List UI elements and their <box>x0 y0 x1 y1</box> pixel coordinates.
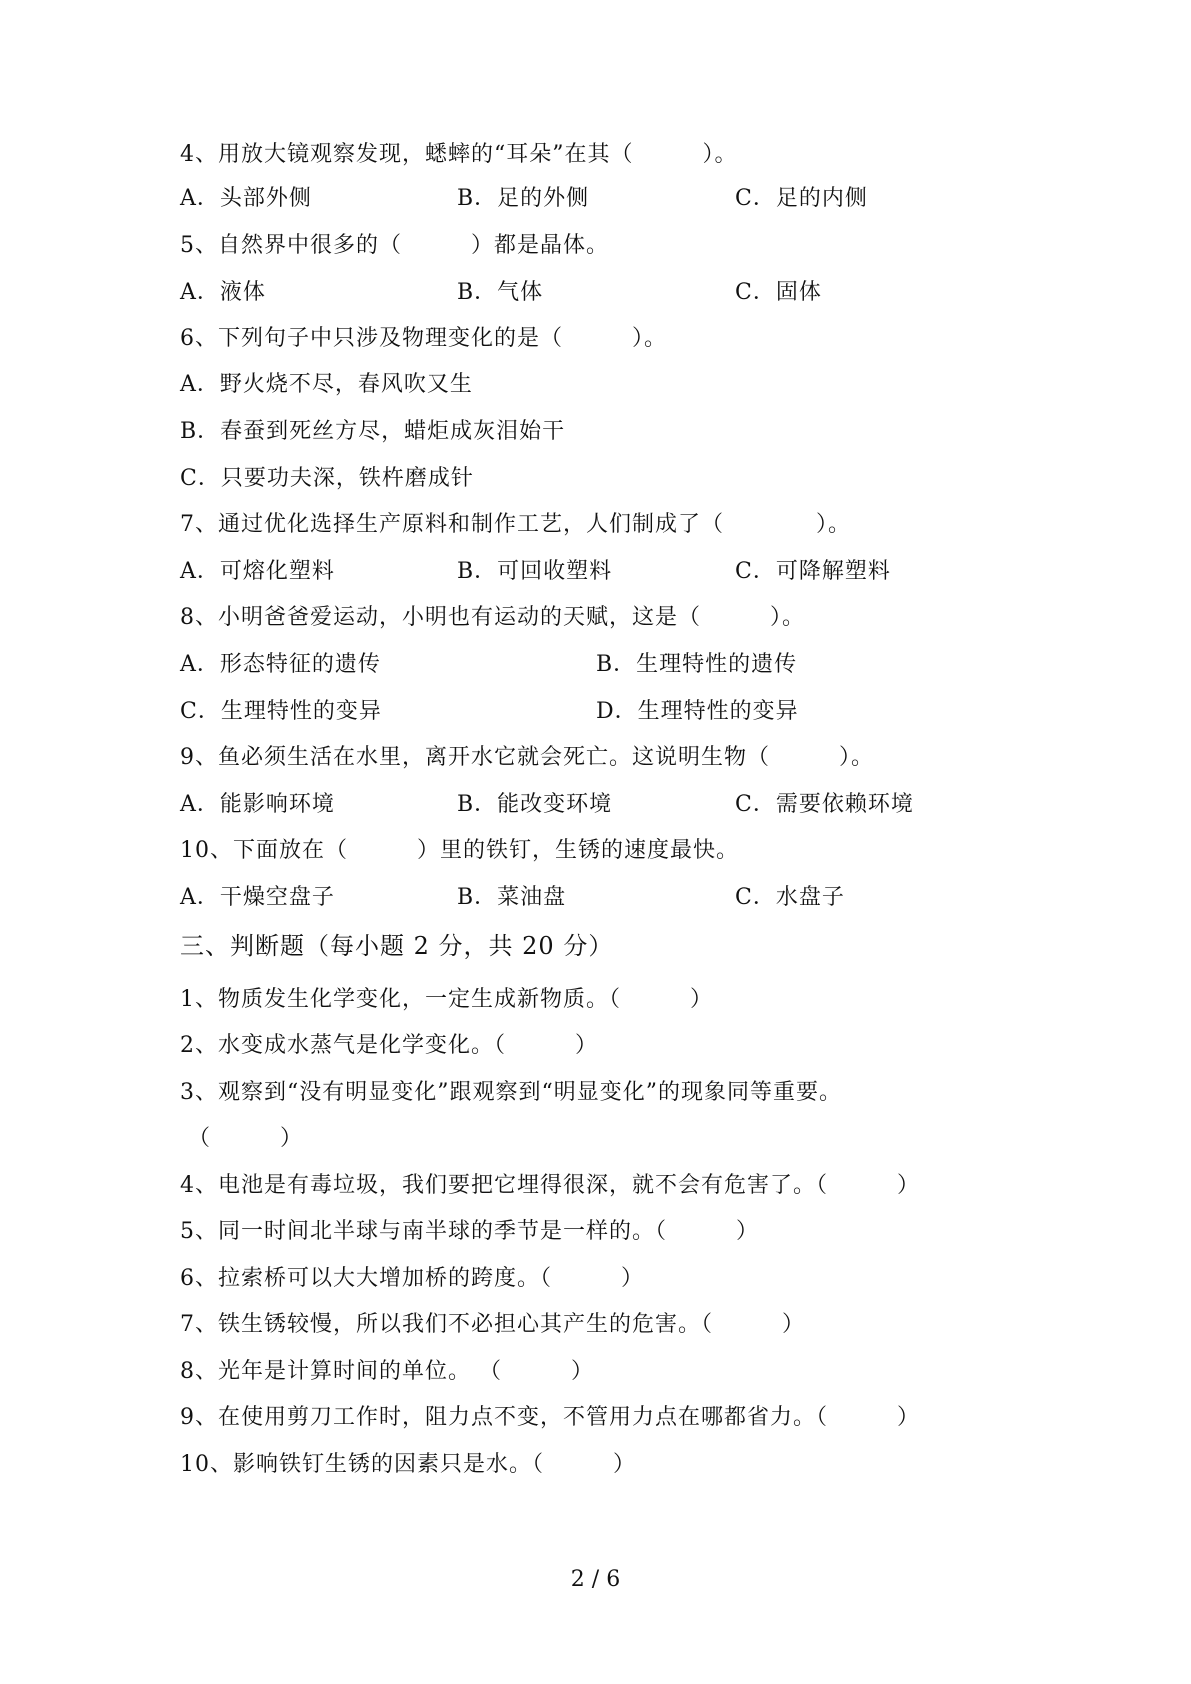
question-7: 7、通过优化选择生产原料和制作工艺，人们制成了（ ）。 <box>180 512 851 537</box>
question-4: 4、用放大镜观察发现，蟋蟀的“耳朵”在其（ ）。 <box>180 142 738 167</box>
q10-option-a: A．干燥空盘子 <box>180 885 335 910</box>
q4-option-c: C．足的内侧 <box>735 186 868 211</box>
q8-option-c: C．生理特性的变异 <box>180 699 382 724</box>
question-8: 8、小明爸爸爱运动，小明也有运动的天赋，这是（ ）。 <box>180 605 805 630</box>
tf-item-6: 6、拉索桥可以大大增加桥的跨度。（ ） <box>180 1266 644 1291</box>
tf-item-4: 4、电池是有毒垃圾，我们要把它埋得很深，就不会有危害了。（ ） <box>180 1173 920 1198</box>
question-10: 10、下面放在（ ）里的铁钉，生锈的速度最快。 <box>180 838 739 863</box>
q5-option-b: B．气体 <box>457 280 544 305</box>
q10-option-c: C．水盘子 <box>735 885 845 910</box>
q8-option-b: B．生理特性的遗传 <box>596 652 798 677</box>
q4-option-b: B．足的外侧 <box>457 186 590 211</box>
page-number: 2 / 6 <box>570 1567 621 1592</box>
q9-option-c: C．需要依赖环境 <box>735 792 914 817</box>
tf-item-3: 3、观察到“没有明显变化”跟观察到“明显变化”的现象同等重要。 <box>180 1080 842 1105</box>
tf-item-10: 10、影响铁钉生锈的因素只是水。（ ） <box>180 1452 636 1477</box>
tf-item-1: 1、物质发生化学变化，一定生成新物质。（ ） <box>180 987 713 1012</box>
q7-option-b: B．可回收塑料 <box>457 559 613 584</box>
q9-option-a: A．能影响环境 <box>180 792 335 817</box>
q10-option-b: B．菜油盘 <box>457 885 567 910</box>
tf-item-3-blank: （ ） <box>188 1126 304 1151</box>
q5-option-c: C．固体 <box>735 280 822 305</box>
tf-item-9: 9、在使用剪刀工作时，阻力点不变，不管用力点在哪都省力。（ ） <box>180 1405 920 1430</box>
tf-item-5: 5、同一时间北半球与南半球的季节是一样的。（ ） <box>180 1219 759 1244</box>
q4-option-a: A．头部外侧 <box>180 186 312 211</box>
q7-option-c: C．可降解塑料 <box>735 559 891 584</box>
question-6: 6、下列句子中只涉及物理变化的是（ ）。 <box>180 326 667 351</box>
section-3-title: 三、判断题（每小题 2 分，共 20 分） <box>180 932 614 960</box>
tf-item-2: 2、水变成水蒸气是化学变化。（ ） <box>180 1033 598 1058</box>
q7-option-a: A．可熔化塑料 <box>180 559 335 584</box>
tf-item-7: 7、铁生锈较慢，所以我们不必担心其产生的危害。（ ） <box>180 1312 805 1337</box>
question-9: 9、鱼必须生活在水里，离开水它就会死亡。这说明生物（ ）。 <box>180 745 874 770</box>
q8-option-a: A．形态特征的遗传 <box>180 652 381 677</box>
q6-option-c: C．只要功夫深，铁杵磨成针 <box>180 466 474 491</box>
q6-option-a: A．野火烧不尽，春风吹又生 <box>180 372 473 397</box>
q6-option-b: B．春蚕到死丝方尽，蜡炬成灰泪始干 <box>180 419 566 444</box>
q8-option-d: D．生理特性的变异 <box>596 699 799 724</box>
tf-item-8: 8、光年是计算时间的单位。 （ ） <box>180 1359 594 1384</box>
question-5: 5、自然界中很多的（ ）都是晶体。 <box>180 233 609 258</box>
q5-option-a: A．液体 <box>180 280 266 305</box>
q9-option-b: B．能改变环境 <box>457 792 613 817</box>
